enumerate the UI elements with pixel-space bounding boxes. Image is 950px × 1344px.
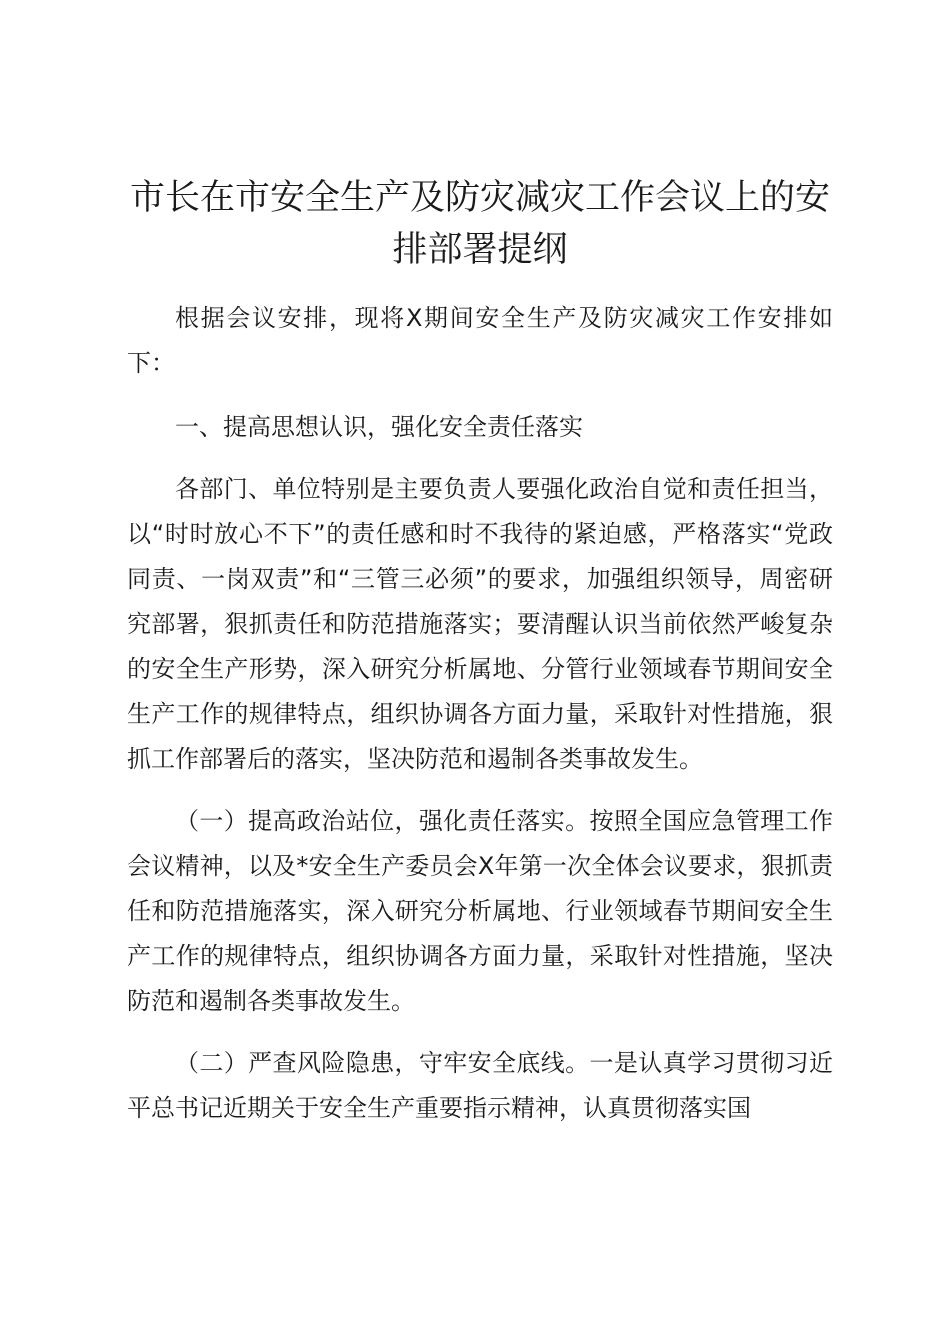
- subsection-1: （一）提高政治站位，强化责任落实。按照全国应急管理工作会议精神，以及*安全生产委员会X年第一次全体会议要求，狠抓责任和防范措施落实，深入研究分析属地、行业领域春节期间安全生产工作的规律特点，组织协调各方面力量，采取针对性措施，坚决防范和遏制各类事故发生。: [127, 807, 833, 1015]
- subsection-2: （二）严查风险隐患，守牢安全底线。一是认真学习贯彻习近平总书记近期关于安全生产重要指示精神，认真贯彻落实国: [127, 1049, 833, 1122]
- section-1-body: 各部门、单位特别是主要负责人要强化政治自觉和责任担当，以“时时放心不下”的责任感和时不我待的紧迫感，严格落实“党政同责、一岗双责”和“三管三必须”的要求，加强组织领导，周密研究部署，狠抓责任和防范措施落实；要清醒认识当前依然严峻复杂的安全生产形势，深入研究分析属地、分管行业领域春节期间安全生产工作的规律特点，组织协调各方面力量，采取针对性措施，狠抓工作部署后的落实，坚决防范和遏制各类事故发生。: [127, 475, 833, 773]
- intro-paragraph: 根据会议安排，现将X期间安全生产及防灾减灾工作安排如下：: [127, 304, 833, 377]
- document-page: [127, 172, 833, 1131]
- document-title: 市长在市安全生产及防灾减灾工作会议上的安排部署提纲: [129, 178, 830, 270]
- section-heading-1: 一、提高思想认识，强化安全责任落实: [175, 413, 583, 441]
